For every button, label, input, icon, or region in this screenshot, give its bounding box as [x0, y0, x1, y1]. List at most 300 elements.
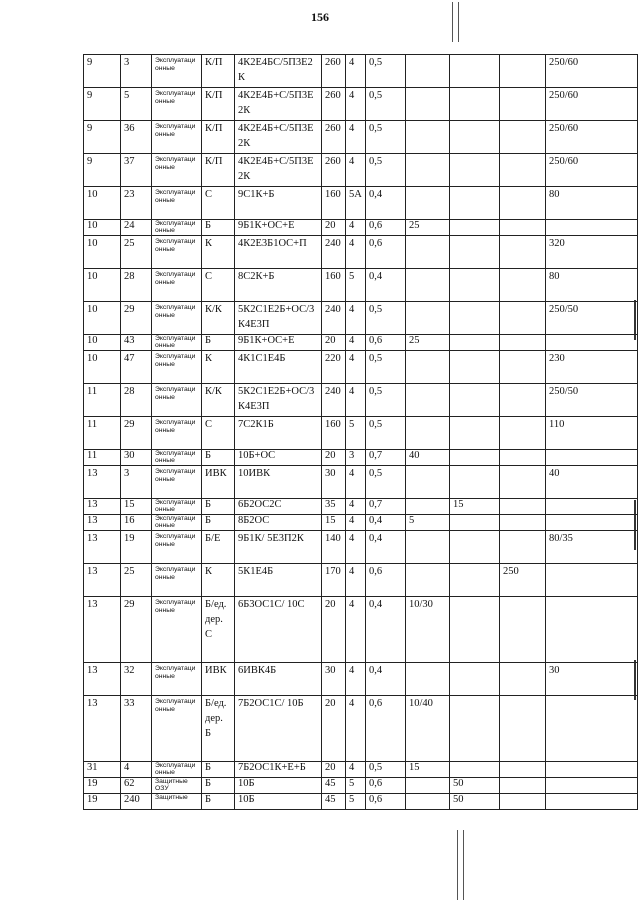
age-cell: 260: [322, 88, 346, 121]
volume-cell-2: [450, 88, 500, 121]
composition-cell: 10Б+ОС: [235, 450, 322, 466]
table-row: [84, 515, 638, 531]
volume-cell-1: [406, 384, 450, 417]
volume-cell-1: [406, 302, 450, 335]
volume-cell-3: [500, 220, 546, 236]
quarter-cell: 13: [84, 499, 121, 515]
category-cell: Защитные ОЗУ: [152, 778, 202, 794]
species-cell: К: [202, 351, 235, 384]
plot-cell: 62: [121, 778, 152, 794]
table-row: [84, 663, 638, 696]
category-cell: Эксплуатационные: [152, 663, 202, 696]
table-row: [84, 384, 638, 417]
age-cell: 220: [322, 351, 346, 384]
volume-cell-4: 80: [546, 269, 638, 302]
species-cell: К/П: [202, 55, 235, 88]
class-cell: 4: [346, 597, 366, 663]
volume-cell-1: 25: [406, 220, 450, 236]
volume-cell-4: [546, 499, 638, 515]
volume-cell-4: [546, 696, 638, 762]
composition-cell: 7С2К1Б: [235, 417, 322, 450]
binding-line: [463, 830, 464, 900]
volume-cell-2: [450, 515, 500, 531]
category-cell: Эксплуатационные: [152, 236, 202, 269]
volume-cell-4: 320: [546, 236, 638, 269]
composition-cell: 5К2С1Е2Б+ОС/3К4Е3П: [235, 302, 322, 335]
volume-cell-4: 80/35: [546, 531, 638, 564]
volume-cell-1: 40: [406, 450, 450, 466]
category-cell: Эксплуатационные: [152, 696, 202, 762]
composition-cell: 4К2Е4БС/5П3Е2К: [235, 55, 322, 88]
composition-cell: 8С2К+Б: [235, 269, 322, 302]
species-cell: К/П: [202, 121, 235, 154]
age-cell: 15: [322, 515, 346, 531]
age-cell: 260: [322, 55, 346, 88]
class-cell: 5: [346, 417, 366, 450]
plot-cell: 29: [121, 597, 152, 663]
volume-cell-2: [450, 531, 500, 564]
age-cell: 240: [322, 384, 346, 417]
volume-cell-2: 50: [450, 778, 500, 794]
volume-cell-3: [500, 236, 546, 269]
species-cell: Б: [202, 778, 235, 794]
species-cell: К/К: [202, 302, 235, 335]
category-cell: Эксплуатационные: [152, 417, 202, 450]
class-cell: 4: [346, 384, 366, 417]
age-cell: 20: [322, 450, 346, 466]
species-cell: Б: [202, 515, 235, 531]
age-cell: 140: [322, 531, 346, 564]
class-cell: 4: [346, 466, 366, 499]
quarter-cell: 13: [84, 663, 121, 696]
composition-cell: 7Б2ОС1С/ 10Б: [235, 696, 322, 762]
age-cell: 20: [322, 696, 346, 762]
species-cell: С: [202, 187, 235, 220]
quarter-cell: 9: [84, 154, 121, 187]
volume-cell-1: 25: [406, 335, 450, 351]
species-cell: К: [202, 564, 235, 597]
table-row: [84, 302, 638, 335]
quarter-cell: 13: [84, 515, 121, 531]
composition-cell: 4К2Е3Б1ОС+П: [235, 236, 322, 269]
category-cell: Эксплуатационные: [152, 121, 202, 154]
plot-cell: 25: [121, 236, 152, 269]
volume-cell-1: [406, 121, 450, 154]
plot-cell: 5: [121, 88, 152, 121]
age-cell: 20: [322, 220, 346, 236]
quarter-cell: 10: [84, 187, 121, 220]
composition-cell: 9Б1К+ОС+Е: [235, 335, 322, 351]
class-cell: 4: [346, 88, 366, 121]
plot-cell: 29: [121, 417, 152, 450]
plot-cell: 28: [121, 384, 152, 417]
table-row: [84, 499, 638, 515]
volume-cell-2: [450, 269, 500, 302]
species-cell: Б: [202, 335, 235, 351]
volume-cell-4: [546, 778, 638, 794]
category-cell: Эксплуатационные: [152, 302, 202, 335]
volume-cell-1: [406, 794, 450, 810]
density-cell: 0,6: [366, 778, 406, 794]
volume-cell-2: [450, 121, 500, 154]
table-row: [84, 417, 638, 450]
age-cell: 45: [322, 794, 346, 810]
composition-cell: 7Б2ОС1К+Е+Б: [235, 762, 322, 778]
class-cell: 4: [346, 302, 366, 335]
category-cell: Эксплуатационные: [152, 466, 202, 499]
species-cell: Б/ед. дер. Б: [202, 696, 235, 762]
volume-cell-1: 10/30: [406, 597, 450, 663]
table-row: [84, 564, 638, 597]
volume-cell-3: 250: [500, 564, 546, 597]
plot-cell: 15: [121, 499, 152, 515]
age-cell: 160: [322, 187, 346, 220]
volume-cell-2: [450, 384, 500, 417]
composition-cell: 8Б2ОС: [235, 515, 322, 531]
table-row: [84, 269, 638, 302]
plot-cell: 24: [121, 220, 152, 236]
category-cell: Эксплуатационные: [152, 762, 202, 778]
category-cell: Эксплуатационные: [152, 220, 202, 236]
species-cell: К/П: [202, 88, 235, 121]
volume-cell-2: [450, 154, 500, 187]
species-cell: Б: [202, 794, 235, 810]
binding-line: [458, 2, 459, 42]
table-row: [84, 696, 638, 762]
class-cell: 4: [346, 515, 366, 531]
table-row: [84, 351, 638, 384]
volume-cell-4: 250/50: [546, 302, 638, 335]
age-cell: 45: [322, 778, 346, 794]
table-row: [84, 88, 638, 121]
volume-cell-2: 15: [450, 499, 500, 515]
volume-cell-4: [546, 597, 638, 663]
volume-cell-3: [500, 663, 546, 696]
volume-cell-3: [500, 302, 546, 335]
category-cell: Эксплуатационные: [152, 499, 202, 515]
volume-cell-4: 250/60: [546, 154, 638, 187]
plot-cell: 16: [121, 515, 152, 531]
plot-cell: 29: [121, 302, 152, 335]
species-cell: С: [202, 417, 235, 450]
category-cell: Эксплуатационные: [152, 564, 202, 597]
volume-cell-1: [406, 499, 450, 515]
volume-cell-4: [546, 762, 638, 778]
volume-cell-3: [500, 269, 546, 302]
volume-cell-4: 250/60: [546, 121, 638, 154]
quarter-cell: 10: [84, 269, 121, 302]
volume-cell-3: [500, 450, 546, 466]
class-cell: 4: [346, 121, 366, 154]
table-row: [84, 236, 638, 269]
density-cell: 0,5: [366, 302, 406, 335]
density-cell: 0,4: [366, 597, 406, 663]
class-cell: 4: [346, 696, 366, 762]
class-cell: 4: [346, 499, 366, 515]
density-cell: 0,4: [366, 663, 406, 696]
volume-cell-3: [500, 154, 546, 187]
composition-cell: 9Б1К/ 5Е3П2К: [235, 531, 322, 564]
table-row: [84, 778, 638, 794]
plot-cell: 36: [121, 121, 152, 154]
volume-cell-3: [500, 762, 546, 778]
composition-cell: 6Б2ОС2С: [235, 499, 322, 515]
quarter-cell: 10: [84, 302, 121, 335]
quarter-cell: 11: [84, 450, 121, 466]
density-cell: 0,5: [366, 88, 406, 121]
category-cell: Эксплуатационные: [152, 531, 202, 564]
table-row: [84, 154, 638, 187]
volume-cell-1: [406, 351, 450, 384]
composition-cell: 5К1Е4Б: [235, 564, 322, 597]
table-row: [84, 794, 638, 810]
composition-cell: 4К1С1Е4Б: [235, 351, 322, 384]
volume-cell-2: [450, 696, 500, 762]
quarter-cell: 10: [84, 351, 121, 384]
volume-cell-2: [450, 55, 500, 88]
class-cell: 4: [346, 351, 366, 384]
volume-cell-2: [450, 663, 500, 696]
quarter-cell: 13: [84, 531, 121, 564]
volume-cell-2: 50: [450, 794, 500, 810]
density-cell: 0,5: [366, 121, 406, 154]
volume-cell-3: [500, 121, 546, 154]
volume-cell-4: [546, 220, 638, 236]
density-cell: 0,6: [366, 696, 406, 762]
volume-cell-1: 15: [406, 762, 450, 778]
volume-cell-2: [450, 762, 500, 778]
class-cell: 4: [346, 55, 366, 88]
volume-cell-4: 30: [546, 663, 638, 696]
age-cell: 240: [322, 302, 346, 335]
binding-line: [452, 2, 453, 42]
plot-cell: 19: [121, 531, 152, 564]
volume-cell-4: [546, 794, 638, 810]
category-cell: Эксплуатационные: [152, 335, 202, 351]
volume-cell-1: [406, 88, 450, 121]
plot-cell: 47: [121, 351, 152, 384]
density-cell: 0,6: [366, 335, 406, 351]
volume-cell-4: 80: [546, 187, 638, 220]
category-cell: Эксплуатационные: [152, 384, 202, 417]
plot-cell: 3: [121, 466, 152, 499]
species-cell: Б: [202, 450, 235, 466]
plot-cell: 43: [121, 335, 152, 351]
density-cell: 0,4: [366, 531, 406, 564]
volume-cell-4: 250/50: [546, 384, 638, 417]
age-cell: 260: [322, 154, 346, 187]
volume-cell-3: [500, 696, 546, 762]
plot-cell: 33: [121, 696, 152, 762]
category-cell: Эксплуатационные: [152, 515, 202, 531]
volume-cell-2: [450, 220, 500, 236]
species-cell: Б/Е: [202, 531, 235, 564]
volume-cell-3: [500, 55, 546, 88]
volume-cell-2: [450, 236, 500, 269]
volume-cell-2: [450, 302, 500, 335]
age-cell: 170: [322, 564, 346, 597]
binding-line: [457, 830, 458, 900]
category-cell: Эксплуатационные: [152, 187, 202, 220]
quarter-cell: 13: [84, 564, 121, 597]
volume-cell-4: 250/60: [546, 55, 638, 88]
age-cell: 240: [322, 236, 346, 269]
composition-cell: 9С1К+Б: [235, 187, 322, 220]
species-cell: К/К: [202, 384, 235, 417]
quarter-cell: 31: [84, 762, 121, 778]
volume-cell-3: [500, 794, 546, 810]
volume-cell-1: [406, 417, 450, 450]
table-row: [84, 531, 638, 564]
volume-cell-4: [546, 335, 638, 351]
age-cell: 160: [322, 269, 346, 302]
species-cell: Б: [202, 499, 235, 515]
class-cell: 4: [346, 762, 366, 778]
species-cell: К: [202, 236, 235, 269]
volume-cell-1: 5: [406, 515, 450, 531]
table-row: [84, 762, 638, 778]
table-row: [84, 450, 638, 466]
quarter-cell: 13: [84, 597, 121, 663]
class-cell: 5: [346, 778, 366, 794]
volume-cell-1: [406, 55, 450, 88]
quarter-cell: 19: [84, 778, 121, 794]
quarter-cell: 9: [84, 121, 121, 154]
quarter-cell: 9: [84, 55, 121, 88]
quarter-cell: 19: [84, 794, 121, 810]
volume-cell-3: [500, 384, 546, 417]
volume-cell-4: [546, 515, 638, 531]
species-cell: Б: [202, 762, 235, 778]
volume-cell-1: [406, 187, 450, 220]
class-cell: 3: [346, 450, 366, 466]
category-cell: Эксплуатационные: [152, 88, 202, 121]
volume-cell-2: [450, 564, 500, 597]
age-cell: 20: [322, 597, 346, 663]
plot-cell: 30: [121, 450, 152, 466]
class-cell: 4: [346, 663, 366, 696]
category-cell: Эксплуатационные: [152, 450, 202, 466]
volume-cell-2: [450, 335, 500, 351]
volume-cell-2: [450, 351, 500, 384]
volume-cell-2: [450, 466, 500, 499]
quarter-cell: 13: [84, 696, 121, 762]
page-number: 156: [311, 10, 329, 24]
volume-cell-1: [406, 663, 450, 696]
plot-cell: 28: [121, 269, 152, 302]
table-row: [84, 121, 638, 154]
quarter-cell: 10: [84, 220, 121, 236]
quarter-cell: 13: [84, 466, 121, 499]
density-cell: 0,6: [366, 220, 406, 236]
plot-cell: 240: [121, 794, 152, 810]
volume-cell-3: [500, 597, 546, 663]
composition-cell: 6Б3ОС1С/ 10С: [235, 597, 322, 663]
volume-cell-2: [450, 597, 500, 663]
age-cell: 35: [322, 499, 346, 515]
class-cell: 5: [346, 269, 366, 302]
volume-cell-1: [406, 466, 450, 499]
age-cell: 20: [322, 335, 346, 351]
density-cell: 0,6: [366, 564, 406, 597]
density-cell: 0,5: [366, 417, 406, 450]
density-cell: 0,4: [366, 515, 406, 531]
density-cell: 0,5: [366, 384, 406, 417]
age-cell: 30: [322, 663, 346, 696]
volume-cell-4: 230: [546, 351, 638, 384]
composition-cell: 10ИВК: [235, 466, 322, 499]
volume-cell-1: 10/40: [406, 696, 450, 762]
plot-cell: 37: [121, 154, 152, 187]
species-cell: К/П: [202, 154, 235, 187]
class-cell: 4: [346, 564, 366, 597]
composition-cell: 10Б: [235, 778, 322, 794]
plot-cell: 4: [121, 762, 152, 778]
age-cell: 20: [322, 762, 346, 778]
class-cell: 4: [346, 335, 366, 351]
class-cell: 4: [346, 531, 366, 564]
composition-cell: 9Б1К+ОС+Е: [235, 220, 322, 236]
forest-inventory-table: [83, 54, 638, 810]
volume-cell-1: [406, 236, 450, 269]
density-cell: 0,5: [366, 154, 406, 187]
volume-cell-3: [500, 88, 546, 121]
category-cell: Эксплуатационные: [152, 597, 202, 663]
category-cell: Защитные: [152, 794, 202, 810]
class-cell: 4: [346, 154, 366, 187]
table-row: [84, 466, 638, 499]
volume-cell-1: [406, 531, 450, 564]
volume-cell-3: [500, 499, 546, 515]
table-row: [84, 335, 638, 351]
age-cell: 30: [322, 466, 346, 499]
density-cell: 0,5: [366, 466, 406, 499]
table-row: [84, 187, 638, 220]
volume-cell-4: 110: [546, 417, 638, 450]
volume-cell-1: [406, 269, 450, 302]
category-cell: Эксплуатационные: [152, 351, 202, 384]
plot-cell: 32: [121, 663, 152, 696]
volume-cell-2: [450, 450, 500, 466]
plot-cell: 25: [121, 564, 152, 597]
volume-cell-3: [500, 351, 546, 384]
volume-cell-3: [500, 187, 546, 220]
composition-cell: 5К2С1Е2Б+ОС/3К4Е3П: [235, 384, 322, 417]
category-cell: Эксплуатационные: [152, 154, 202, 187]
density-cell: 0,6: [366, 794, 406, 810]
quarter-cell: 10: [84, 335, 121, 351]
volume-cell-1: [406, 154, 450, 187]
volume-cell-3: [500, 466, 546, 499]
species-cell: С: [202, 269, 235, 302]
density-cell: 0,5: [366, 351, 406, 384]
plot-cell: 23: [121, 187, 152, 220]
density-cell: 0,4: [366, 187, 406, 220]
composition-cell: 4К2Е4Б+С/5П3Е2К: [235, 154, 322, 187]
quarter-cell: 11: [84, 384, 121, 417]
volume-cell-4: [546, 450, 638, 466]
volume-cell-4: 40: [546, 466, 638, 499]
table-row: [84, 55, 638, 88]
volume-cell-3: [500, 531, 546, 564]
volume-cell-3: [500, 335, 546, 351]
species-cell: ИВК: [202, 663, 235, 696]
composition-cell: 4К2Е4Б+С/5П3Е2К: [235, 121, 322, 154]
volume-cell-3: [500, 778, 546, 794]
volume-cell-3: [500, 515, 546, 531]
volume-cell-3: [500, 417, 546, 450]
class-cell: 5: [346, 794, 366, 810]
